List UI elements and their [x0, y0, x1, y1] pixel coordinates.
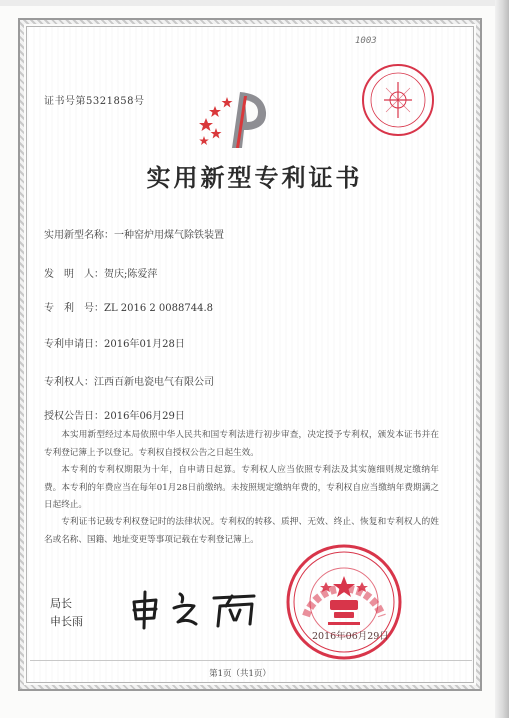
field-label: 实用新型名称： — [44, 230, 114, 241]
field-label: 专利权人： — [44, 377, 94, 388]
patent-office-logo — [192, 84, 282, 156]
field-filing-date — [44, 335, 185, 350]
field-label: 授权公告日： — [44, 411, 104, 422]
page-footer: 第1页（共1页） — [209, 669, 271, 679]
field-patent-number — [44, 299, 213, 314]
field-value: 2016年01月28日 — [104, 339, 185, 350]
field-utility-name — [44, 226, 224, 241]
state-seal — [284, 542, 404, 662]
signatory-name: 申长雨 — [50, 615, 83, 628]
handwritten-signature — [122, 584, 272, 632]
certificate-number: 证书号第5321858号 — [44, 96, 145, 107]
field-grant-date — [44, 407, 185, 422]
field-value: 江西百新电瓷电气有限公司 — [94, 377, 214, 388]
certificate-title: 实用新型专利证书 — [146, 163, 363, 192]
logo-star-icon — [199, 97, 233, 145]
field-value: 一种窑炉用煤气除铁装置 — [114, 230, 224, 241]
footer-divider — [30, 660, 472, 661]
field-label: 专利申请日： — [44, 339, 104, 350]
body-paragraph-1: 本实用新型经过本局依照中华人民共和国专利法进行初步审查，决定授予专利权，颁发本证书并在专利登记簿上予以登记。专利权自授权公告之日起生效。 — [44, 430, 439, 458]
field-patentee — [44, 373, 214, 388]
handwritten-note: 1003 — [355, 36, 377, 46]
field-value: 贺庆;陈爱萍 — [104, 269, 158, 280]
signatory-title: 局长 — [50, 597, 72, 610]
field-value: ZL 2016 2 0088744.8 — [104, 303, 214, 314]
emblem-icon — [320, 576, 368, 625]
scan-edge-right — [495, 0, 509, 718]
small-red-seal — [360, 62, 436, 138]
scan-edge-top — [0, 0, 509, 6]
field-inventor — [44, 265, 157, 280]
field-value: 2016年06月29日 — [104, 411, 185, 422]
body-paragraph-3: 专利证书记载专利权登记时的法律状况。专利权的转移、质押、无效、终止、恢复和专利权人的姓名或名称、国籍、地址变更等事项记载在专利登记簿上。 — [44, 517, 439, 545]
issue-date: 2016年06月29日 — [312, 631, 389, 642]
field-label: 专 利 号： — [44, 303, 104, 314]
field-label: 发 明 人： — [44, 269, 104, 280]
body-paragraph-2: 本专利的专利权期限为十年，自申请日起算。专利权人应当依照专利法及其实施细则规定缴纳年费。本专利的年费应当在每年01月28日前缴纳。未按照规定缴纳年费的，专利权自应当缴纳年费期满之日起终止。 — [44, 465, 439, 510]
